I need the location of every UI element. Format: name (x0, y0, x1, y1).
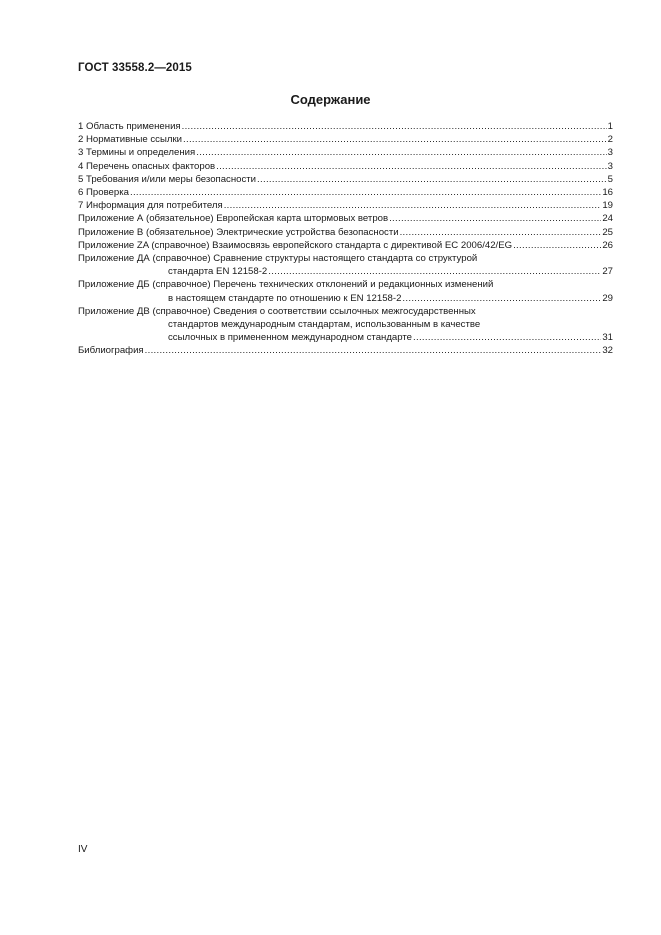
page-title: Содержание (290, 92, 371, 107)
toc-entry[interactable] (78, 239, 613, 252)
toc-page-number: 1 (607, 121, 613, 132)
toc-entry[interactable] (78, 305, 613, 345)
toc-entry-text: ссылочных в примененном международном стандарте (168, 332, 413, 344)
toc-entry-line (78, 278, 613, 291)
toc-entry-line (78, 212, 613, 225)
toc-entry-line (78, 265, 613, 278)
toc-entry-line (78, 292, 613, 305)
toc-entry[interactable] (78, 252, 613, 278)
toc-entry-line (78, 120, 613, 133)
dot-leader (402, 292, 601, 305)
toc-entry-text: 3 Термины и определения (78, 147, 196, 159)
document-header: ГОСТ 33558.2—2015 (78, 62, 192, 74)
toc-entry-text: 1 Область применения (78, 121, 181, 132)
dot-leader (413, 331, 601, 344)
dot-leader (182, 120, 607, 133)
dot-leader (268, 265, 601, 278)
toc-page-number: 31 (602, 332, 613, 344)
toc-entry-line (78, 226, 613, 239)
toc-entry-text: Приложение ДВ (справочное) Сведения о соответствии ссылочных межгосударственных (78, 305, 476, 317)
toc-entry[interactable] (78, 120, 613, 133)
toc-page-number: 25 (602, 226, 613, 238)
toc-entry-line (78, 186, 613, 199)
toc-page-number: 32 (602, 345, 613, 357)
dot-leader (513, 239, 601, 252)
toc-entry-line (78, 146, 613, 159)
toc-entry[interactable] (78, 146, 613, 159)
toc-entry[interactable] (78, 199, 613, 212)
toc-page-number: 29 (602, 292, 613, 304)
toc-page-number: 27 (602, 266, 613, 278)
dot-leader (130, 186, 601, 199)
toc-entry-line (78, 344, 613, 357)
table-of-contents (78, 120, 613, 358)
dot-leader (183, 133, 607, 146)
toc-entry-text: стандартов международным стандартам, использованным в качестве (168, 319, 481, 331)
toc-entry-line (78, 199, 613, 212)
toc-entry-text: Библиография (78, 345, 144, 357)
toc-entry-line (78, 239, 613, 252)
dot-leader (389, 212, 601, 225)
toc-entry-line (78, 305, 613, 318)
toc-entry-line (78, 318, 613, 331)
toc-entry-line (78, 173, 613, 186)
toc-page-number: 3 (607, 147, 613, 159)
toc-entry[interactable] (78, 278, 613, 304)
toc-entry-line (78, 133, 613, 146)
toc-entry-text: Приложение А (обязательное) Европейская карта штормовых ветров (78, 213, 389, 225)
toc-entry-text: 6 Проверка (78, 187, 129, 199)
dot-leader (224, 199, 602, 212)
toc-page-number: 24 (602, 213, 613, 225)
toc-entry[interactable] (78, 226, 613, 239)
toc-entry-text: 5 Требования и/или меры безопасности (78, 173, 257, 185)
toc-entry-text: 2 Нормативные ссылки (78, 134, 183, 146)
dot-leader (216, 160, 607, 173)
dot-leader (400, 226, 602, 239)
toc-page-number: 26 (602, 239, 613, 251)
toc-entry-text: в настоящем стандарте по отношению к EN 12158-2 (168, 292, 402, 304)
toc-entry[interactable] (78, 212, 613, 225)
toc-entry-text: Приложение ДА (справочное) Сравнение структуры настоящего стандарта со структурой (78, 253, 478, 265)
toc-page-number: 19 (602, 200, 613, 212)
toc-page-number: 16 (602, 187, 613, 199)
page-number-label: IV (78, 844, 88, 855)
toc-entry[interactable] (78, 344, 613, 357)
toc-entry-text: 4 Перечень опасных факторов (78, 160, 216, 172)
dot-leader (257, 173, 607, 186)
toc-entry-text: стандарта EN 12158-2 (168, 266, 268, 278)
toc-entry-text: Приложение ДБ (справочное) Перечень технических отклонений и редакционных изменений (78, 279, 494, 291)
toc-page-number: 2 (607, 134, 613, 146)
toc-entry-line (78, 160, 613, 173)
toc-page-number: 5 (607, 173, 613, 185)
toc-entry-text: Приложение В (обязательное) Электрические устройства безопасности (78, 226, 399, 238)
toc-page-number: 3 (607, 160, 613, 172)
toc-entry[interactable] (78, 160, 613, 173)
toc-entry[interactable] (78, 186, 613, 199)
toc-entry-text: 7 Информация для потребителя (78, 200, 223, 212)
toc-entry[interactable] (78, 133, 613, 146)
toc-entry-text: Приложение ZA (справочное) Взаимосвязь европейского стандарта с директивой ЕС 2006/42/EG (78, 239, 513, 251)
dot-leader (145, 344, 602, 357)
toc-entry-line (78, 331, 613, 344)
dot-leader (196, 146, 606, 159)
toc-entry-line (78, 252, 613, 265)
toc-entry[interactable] (78, 173, 613, 186)
